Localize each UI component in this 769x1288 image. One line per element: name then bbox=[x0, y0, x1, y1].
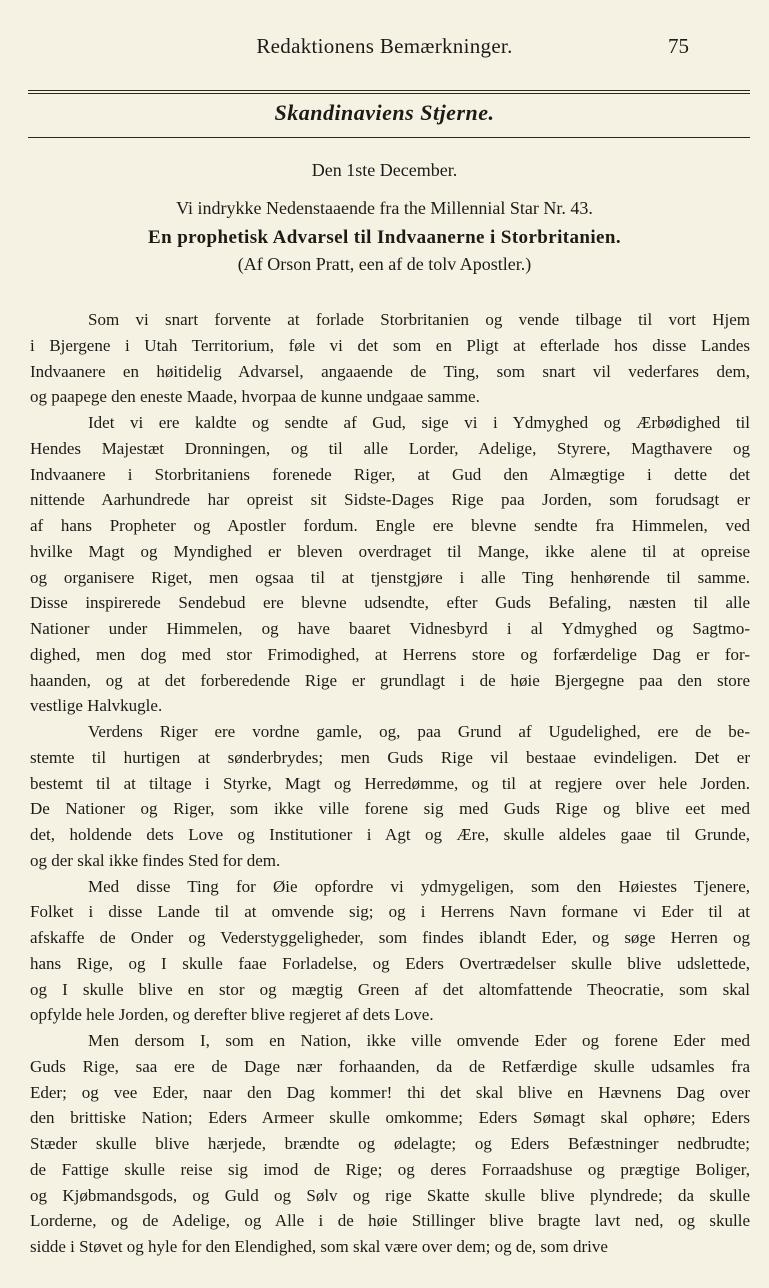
text-line: de Fattige skulle reise sig imod de Rige; og deres Forraadshuse og prægtige Boliger, bbox=[30, 1159, 750, 1179]
text-line: Eder; og vee Eder, naar den Dag kommer! thi det skal blive en Hævnens Dag over bbox=[30, 1082, 750, 1102]
text-line: sidde i Støvet og hyle for den Elendighed, som skal være over dem; og de, som drive bbox=[30, 1237, 608, 1256]
text-line: Men dersom I, som en Nation, ikke ville omvende Eder og forene Eder med bbox=[88, 1031, 750, 1050]
header-rule-top bbox=[28, 90, 750, 91]
text-line: afskaffe de Onder og Vederstyggeligheder, som findes iblandt Eder, og søge Herren og bbox=[30, 928, 750, 947]
article-title: En prophetisk Advarsel til Indvaanerne i Storbritanien. bbox=[148, 227, 621, 248]
text-line: af hans Propheter og Apostler fordum. Engle ere blevne sendte fra Himmelen, ved bbox=[30, 516, 750, 535]
paragraph bbox=[30, 874, 750, 1029]
text-line: Med disse Ting for Øie opfordre vi ydmygeligen, som den Høiestes Tjenere, bbox=[88, 876, 750, 896]
text-line: og Kjøbmandsgods, og Guld og Sølv og rige Skatte skulle blive plyndrede; da skulle bbox=[30, 1185, 750, 1205]
header-rule-bottom bbox=[28, 137, 750, 138]
text-line: og der skal ikke findes Sted for dem. bbox=[30, 850, 281, 870]
text-line: hans Rige, og I skulle faae Forladelse, og Eders Overtrædelser skulle blive udslettede, bbox=[30, 953, 750, 973]
text-line: Hendes Majestæt Dronningen, og til alle Lorder, Adelige, Styrere, Magthavere og bbox=[30, 438, 750, 458]
text-line: Som vi snart forvente at forlade Storbritanien og vende tilbage til vort Hjem bbox=[88, 310, 750, 329]
text-line: nittende Aarhundrede har opreist sit Sidste-Dages Rige paa Jorden, som forudsagt er bbox=[30, 490, 750, 510]
article-body bbox=[30, 307, 750, 1260]
journal-title: Skandinaviens Stjerne. bbox=[274, 100, 495, 125]
text-line: Guds Rige, saa ere de Dage nær forhaanden, da de Retfærdige skulle udsamles fra bbox=[30, 1056, 750, 1076]
paragraph bbox=[30, 719, 750, 874]
text-line: det, holdende dets Love og Institutioner i Agt og Ære, skulle aldeles gaae til Grunde, bbox=[30, 825, 750, 844]
text-line: De Nationer og Riger, som ikke ville forene sig med Guds Rige og blive eet med bbox=[30, 799, 750, 819]
text-line: Lorderne, og de Adelige, og Alle i de høie Stillinger blive bragte lavt ned, og skulle bbox=[30, 1211, 750, 1231]
header-rule-top-inner bbox=[28, 93, 750, 94]
intro-line: Vi indrykke Nedenstaaende fra the Millennial Star Nr. 43. bbox=[176, 198, 593, 218]
text-line: og paapege den eneste Maade, hvorpaa de kunne undgaae samme. bbox=[30, 387, 480, 407]
text-line: Stæder skulle blive hærjede, brændte og ødelagte; og Eders Befæstninger nedbrudte; bbox=[30, 1134, 750, 1153]
text-line: Folket i disse Lande til at omvende sig; og i Herrens Navn formane vi Eder til at bbox=[30, 902, 750, 922]
text-line: Nationer under Himmelen, og have baaret Vidnesbyrd i al Ydmyghed og Sagtmo- bbox=[30, 619, 750, 638]
paragraph bbox=[30, 410, 750, 719]
text-line: Verdens Riger ere vordne gamle, og, paa Grund af Ugudelighed, ere de be- bbox=[88, 722, 750, 741]
text-line: Disse inspirerede Sendebud ere blevne udsendte, efter Guds Befaling, næsten til alle bbox=[30, 593, 750, 613]
text-line: opfylde hele Jorden, og derefter blive regjeret af dets Love. bbox=[30, 1005, 434, 1025]
text-line: Idet vi ere kaldte og sendte af Gud, sige vi i Ydmyghed og Ærbødighed til bbox=[88, 413, 750, 432]
text-line: og I skulle blive en stor og mægtig Green af det altomfattende Theocratie, som skal bbox=[30, 979, 750, 999]
text-line: i Bjergene i Utah Territorium, føle vi det som en Pligt at efterlade hos disse Landes bbox=[30, 335, 750, 355]
byline: (Af Orson Pratt, een af de tolv Apostler.) bbox=[237, 254, 532, 274]
date-line: Den 1ste December. bbox=[311, 160, 458, 180]
text-line: hvilke Magt og Myndighed er bleven overdraget til Mange, ikke alene til at opreise bbox=[30, 541, 750, 561]
text-line: Indvaanere i Storbritaniens forenede Riger, at Gud den Almægtige i dette det bbox=[30, 464, 750, 484]
text-line: bestemt til at tiltage i Styrke, Magt og Herredømme, og til at regjere over hele Jorden. bbox=[30, 773, 750, 793]
running-title: Redaktionens Bemærkninger. bbox=[256, 34, 513, 58]
text-line: stemte til hurtigen at sønderbrydes; men Guds Rige vil bestaae evindeligen. Det er bbox=[30, 747, 750, 767]
text-line: dighed, men dog med stor Frimodighed, at Herrens store og forfærdelige Dag er for- bbox=[30, 644, 750, 664]
text-line: Indvaanere en høitidelig Advarsel, angaaende de Ting, som snart vil vederfares dem, bbox=[30, 361, 750, 381]
text-line: og organisere Riget, men ogsaa til at tjenstgjøre i alle Ting henhørende til samme. bbox=[30, 567, 750, 587]
paragraph bbox=[30, 307, 750, 410]
text-line: den brittiske Nation; Eders Armeer skulle omkomme; Eders Sømagt skal ophøre; Eders bbox=[30, 1108, 750, 1128]
text-line: vestlige Halvkugle. bbox=[30, 696, 163, 716]
page-number: 75 bbox=[668, 34, 689, 58]
paragraph bbox=[30, 1028, 750, 1260]
text-line: haanden, og at det forberedende Rige er grundlagt i de høie Bjergegne paa den store bbox=[30, 670, 750, 690]
